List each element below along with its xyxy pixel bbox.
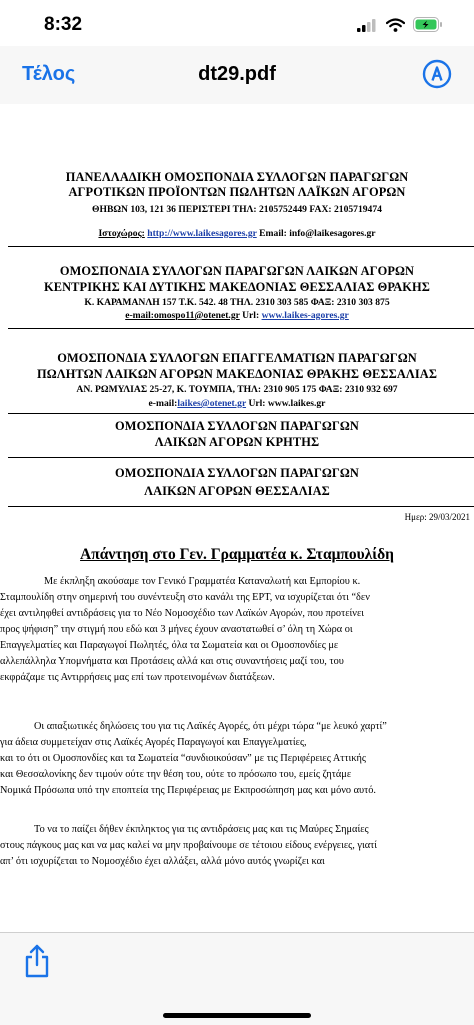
header2-line1: ΟΜΟΣΠΟΝΔΙΑ ΣΥΛΛΟΓΩΝ ΠΑΡΑΓΩΓΩΝ ΛΑΙΚΩΝ ΑΓΟΡΩΝ [59,264,415,278]
document-title: dt29.pdf [198,63,276,85]
header3-line2: ΠΩΛΗΤΩΝ ΛΑΙΚΩΝ ΑΓΟΡΩΝ ΜΑΚΕΔΟΝΙΑΣ ΘΡΑΚΗΣ ΘΕΣΣΑΛΙΑΣ [36,367,438,381]
header3-email-link[interactable]: laikes@otenet.gr [177,398,247,409]
divider [8,328,474,329]
paragraph-line: απ’ ότι ισχυρίζεται το Νομοσχέδιο έχει αλλάξει, αλλά μόνο αυτός γνωρίζει και [0,856,325,867]
pdf-page[interactable] [0,104,474,932]
share-icon[interactable] [22,943,52,979]
header5-line1: ΟΜΟΣΠΟΝΔΙΑ ΣΥΛΛΟΓΩΝ ΠΑΡΑΓΩΓΩΝ [115,466,359,480]
header1-line2: ΑΓΡΟΤΙΚΩΝ ΠΡΟΪΟΝΤΩΝ ΠΩΛΗΤΩΝ ΛΑΪΚΩΝ ΑΓΟΡΩΝ [68,185,406,199]
header3-address: ΑΝ. ΡΩΜΥΛΙΑΣ 25-27, Κ. ΤΟΥΜΠΑ, ΤΗΛ: 2310 905 175 ΦΑΞ: 2310 932 697 [76,384,398,395]
header3-line1: ΟΜΟΣΠΟΝΔΙΑ ΣΥΛΛΟΓΩΝ ΕΠΑΓΓΕΛΜΑΤΙΩΝ ΠΑΡΑΓΩΓΩΝ [57,351,417,365]
divider [8,506,474,507]
header2-url-label: Url: [242,310,260,321]
header1-address: ΘΗΒΩΝ 103, 121 36 ΠΕΡΙΣΤΕΡΙ ΤΗΛ: 2105752449 FAX: 2105719474 [92,204,382,215]
header1-line1: ΠΑΝΕΛΛΑΔΙΚΗ ΟΜΟΣΠΟΝΔΙΑ ΣΥΛΛΟΓΩΝ ΠΑΡΑΓΩΓΩΝ [65,170,409,184]
status-bar [0,0,474,46]
header3-contacts [0,398,474,410]
paragraph-3 [0,822,474,870]
paragraph-line: Το να το παίζει δήθεν έκπληκτος για τις αντιδράσεις μας και τις Μαύρες Σημαίες [34,824,369,835]
navigation-bar [0,46,474,105]
header2-url-link[interactable]: www.laikes-agores.gr [261,310,349,321]
header2-line2: ΚΕΝΤΡΙΚΗΣ ΚΑΙ ΔΥΤΙΚΗΣ ΜΑΚΕΔΟΝΙΑΣ ΘΕΣΣΑΛΙΑΣ ΘΡΑΚΗΣ [44,280,430,294]
header4-line1: ΟΜΟΣΠΟΝΔΙΑ ΣΥΛΛΟΓΩΝ ΠΑΡΑΓΩΓΩΝ [115,419,359,433]
document-date: Ημερ: 29/03/2021 [404,512,470,522]
done-button[interactable]: Τέλος [22,63,76,85]
paragraph-line: και Θεσσαλονίκης δεν τιμούν ούτε την θέση του, ούτε το πρόσωπο του, εμείς ζητάμε [0,769,352,780]
paragraph-line: Επαγγελματίες και Παραγωγοί Πωλητές, όλα τα Σωματεία και οι Ομοσπονδίες με [0,640,339,651]
cellular-signal-icon [357,19,377,32]
divider [8,457,474,458]
header4-line2: ΛΑΙΚΩΝ ΑΓΟΡΩΝ ΚΡΗΤΗΣ [154,435,320,449]
header1-contacts [0,228,474,240]
bottom-toolbar [0,932,474,1025]
header2-contacts [0,310,474,322]
header3-email-prefix: e-mail: [148,398,178,409]
battery-charging-icon [413,17,443,32]
status-time: 8:32 [44,14,83,35]
wifi-icon [386,18,405,32]
header1-web-label: Ιστοχώρος: [98,228,145,239]
paragraph-line: έχει αντιληφθεί αντιδράσεις για το Νέο Νομοσχέδιο των Λαϊκών Αγορών, που προτείνει [0,608,365,619]
paragraph-line: προς ψήφιση” την στιγμή που εδώ και 3 μήνες έχουν αναστατωθεί σ’ όλη τη Χώρα οι [0,624,353,635]
paragraph-line: Νομικά Πρόσωπα υπό την εποπτεία της Περιφέρειας με Εκπροσώπηση μας και μόνο αυτό. [0,785,377,796]
paragraph-1 [0,574,474,686]
article-title: Απάντηση στο Γεν. Γραμματέα κ. Σταμπουλίδη [80,546,394,563]
paragraph-line: Με έκπληξη ακούσαμε τον Γενικό Γραμματέα Καταναλωτή και Εμπορίου κ. [44,576,361,587]
paragraph-line: στους πάγκους μας και να μας καλεί να μην προβαίνουμε σε τέτοιου είδους ενέργειες, γιατί [0,840,378,851]
paragraph-line: και το ότι οι Ομοσπονδίες και τα Σωματεία “συνδιοικούσαν” με τις Περιφέρειες Αττικής [0,753,366,764]
divider [8,413,474,414]
paragraph-line: Σταμπουλίδη στην σημερινή του συνέντευξη στο κανάλι της ΕΡΤ, να ισχυρίζεται ότι “δεν [0,592,370,603]
paragraph-line: Οι απαξιωτικές δηλώσεις του για τις Λαϊκές Αγορές, ότι μέχρι τώρα “με λευκό χαρτί” [34,721,387,732]
header1-email: Email: info@laikesagores.gr [259,228,376,239]
paragraph-line: εκφράζαμε τις Αντιρρήσεις μας επί των προτεινομένων διατάξεων. [0,672,275,683]
paragraph-line: για άδεια συμμετείχαν στις Λαϊκές Αγορές Παραγωγοί και Επαγγελματίες, [0,737,307,748]
header1-web-link[interactable]: http://www.laikesagores.gr [147,228,257,239]
divider [8,246,474,247]
header5-line2: ΛΑΙΚΩΝ ΑΓΟΡΩΝ ΘΕΣΣΑΛΙΑΣ [144,484,330,498]
markup-pen-icon[interactable] [422,59,452,89]
header2-address: Κ. ΚΑΡΑΜΑΝΛΗ 157 Τ.Κ. 542. 48 ΤΗΛ. 2310 303 585 ΦΑΞ: 2310 303 875 [84,297,390,308]
home-indicator[interactable] [163,1013,311,1018]
paragraph-line: αλλεπάλληλα Υπομνήματα και Προτάσεις αλλά και στις συναντήσεις μαζί του, του [0,656,344,667]
paragraph-2 [0,719,474,799]
header3-url: Url: www.laikes.gr [248,398,326,409]
header2-email[interactable]: e-mail:omospo11@otenet.gr [125,310,240,321]
